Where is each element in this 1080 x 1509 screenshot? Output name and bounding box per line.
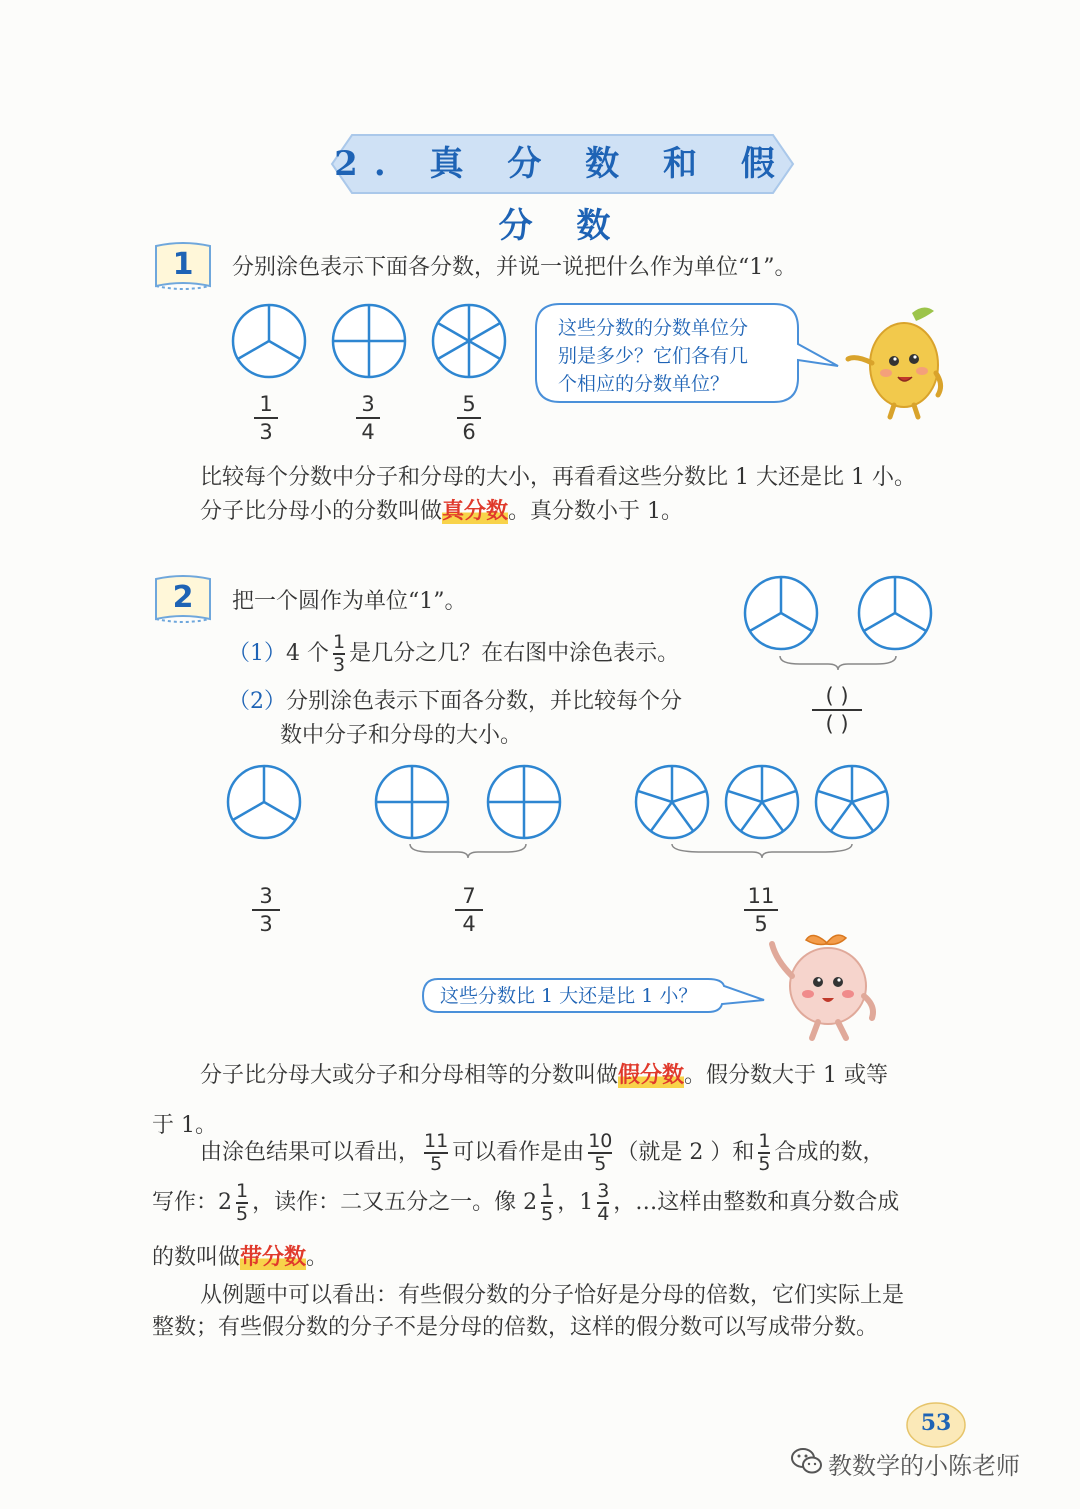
- mixed-number-definition: 的数叫做带分数。: [152, 1244, 329, 1270]
- fraction-eleven-fifths-inline: $\frac{11}{5}$: [424, 1130, 449, 1175]
- q1-circles: [740, 572, 940, 672]
- brace: [780, 656, 896, 670]
- mixed-number-line-2: 写作：2 $\frac{1}{5}$ ，读作：二又五分之一。像 2 $\frac{1}{5}$ ，1 $\frac{3}{4}$ ，…这样由整数和真分数合成: [152, 1180, 900, 1225]
- question-1: （1）4 个 $\frac{1}{3}$ 是几分之几？在右图中涂色表示。: [228, 631, 680, 676]
- speech-bubble-1-text: 这些分数的分数单位分 别是多少？它们各有几 个相应的分数单位？: [558, 317, 749, 395]
- compare-sentence: 比较每个分数中分子和分母的大小，再看看这些分数比 1 大还是比 1 小。: [200, 465, 916, 490]
- circle-sixths: [433, 305, 505, 377]
- fraction-five-sixths: 5 6: [457, 392, 481, 444]
- circle-fifths: [636, 766, 708, 838]
- example-2-number: 2: [172, 580, 194, 615]
- circle-thirds: [233, 305, 305, 377]
- circle-quarters: [333, 305, 405, 377]
- fraction-three-thirds: 3 3: [252, 884, 280, 936]
- circle-quarters: [488, 766, 560, 838]
- fraction-seven-quarters: 7 4: [455, 884, 483, 936]
- improper-fraction-definition: 分子比分母大或分子和分母相等的分数叫做假分数。假分数大于 1 或等: [200, 1062, 889, 1088]
- circle-thirds: [859, 577, 931, 649]
- title-banner: [330, 133, 795, 246]
- fraction-ten-fifths-inline: $\frac{10}{5}$: [588, 1130, 613, 1175]
- peach-mascot-illustration: [766, 926, 886, 1044]
- fraction-one-fifth-inline: $\frac{1}{5}$: [541, 1180, 554, 1225]
- fraction-three-quarters-inline: $\frac{3}{4}$: [597, 1180, 610, 1225]
- potato-mascot-illustration: [842, 303, 947, 421]
- proper-fraction-definition: 分子比分母小的分数叫做真分数。真分数小于 1。: [200, 498, 684, 524]
- example-1-badge: [152, 240, 214, 292]
- fraction-one-fifth-inline: $\frac{1}{5}$: [758, 1130, 771, 1175]
- term-proper-fraction: 真分数: [442, 498, 509, 524]
- example-1-circles: [228, 300, 518, 390]
- term-improper-fraction: 假分数: [618, 1062, 685, 1088]
- brace: [410, 844, 526, 858]
- brace: [672, 844, 852, 858]
- blank-fraction[interactable]: ( ) ( ): [812, 684, 862, 736]
- page-title: 2. 真 分 数 和 假 分 数: [334, 144, 791, 246]
- question-2-line-2: 数中分子和分母的大小。: [280, 723, 523, 748]
- example-1-prompt: 分别涂色表示下面各分数，并说一说把什么作为单位“1”。: [232, 255, 797, 280]
- question-2-line-1: （2）分别涂色表示下面各分数，并比较每个分: [228, 689, 683, 714]
- wechat-icon: [790, 1446, 824, 1476]
- circle-fifths: [816, 766, 888, 838]
- page-number: 53: [920, 1410, 952, 1436]
- speech-bubble-2-text: 这些分数比 1 大还是比 1 小？: [440, 985, 698, 1007]
- conclusion-line-1: 从例题中可以看出：有些假分数的分子恰好是分母的倍数，它们实际上是: [200, 1283, 905, 1308]
- circle-thirds: [745, 577, 817, 649]
- fraction-eleven-fifths: 11 5: [744, 884, 778, 936]
- watermark-account-name: 教数学的小陈老师: [828, 1452, 1020, 1480]
- circle-quarters: [376, 766, 448, 838]
- improper-fraction-definition-end: 于 1。: [152, 1113, 217, 1138]
- circle-thirds: [228, 766, 300, 838]
- fraction-one-third: 1 3: [254, 392, 278, 444]
- conclusion-line-2: 整数；有些假分数的分子不是分母的倍数，这样的假分数可以写成带分数。: [152, 1315, 879, 1340]
- example-1-number: 1: [172, 247, 194, 282]
- fraction-one-fifth-inline: $\frac{1}{5}$: [236, 1180, 249, 1225]
- example-2-prompt: 把一个圆作为单位“1”。: [232, 589, 467, 614]
- fraction-three-quarters: 3 4: [356, 392, 380, 444]
- example-2-badge: [152, 573, 214, 625]
- fraction-one-third-inline: $\frac{1}{3}$: [333, 631, 346, 676]
- circle-fifths: [726, 766, 798, 838]
- term-mixed-number: 带分数: [240, 1244, 307, 1270]
- example-2-circles: [222, 762, 902, 872]
- mixed-number-line-1: 由涂色结果可以看出， $\frac{11}{5}$ 可以看作是由 $\frac{10}{5}$ （就是 2 ）和 $\frac{1}{5}$ 合成的数，: [200, 1130, 885, 1175]
